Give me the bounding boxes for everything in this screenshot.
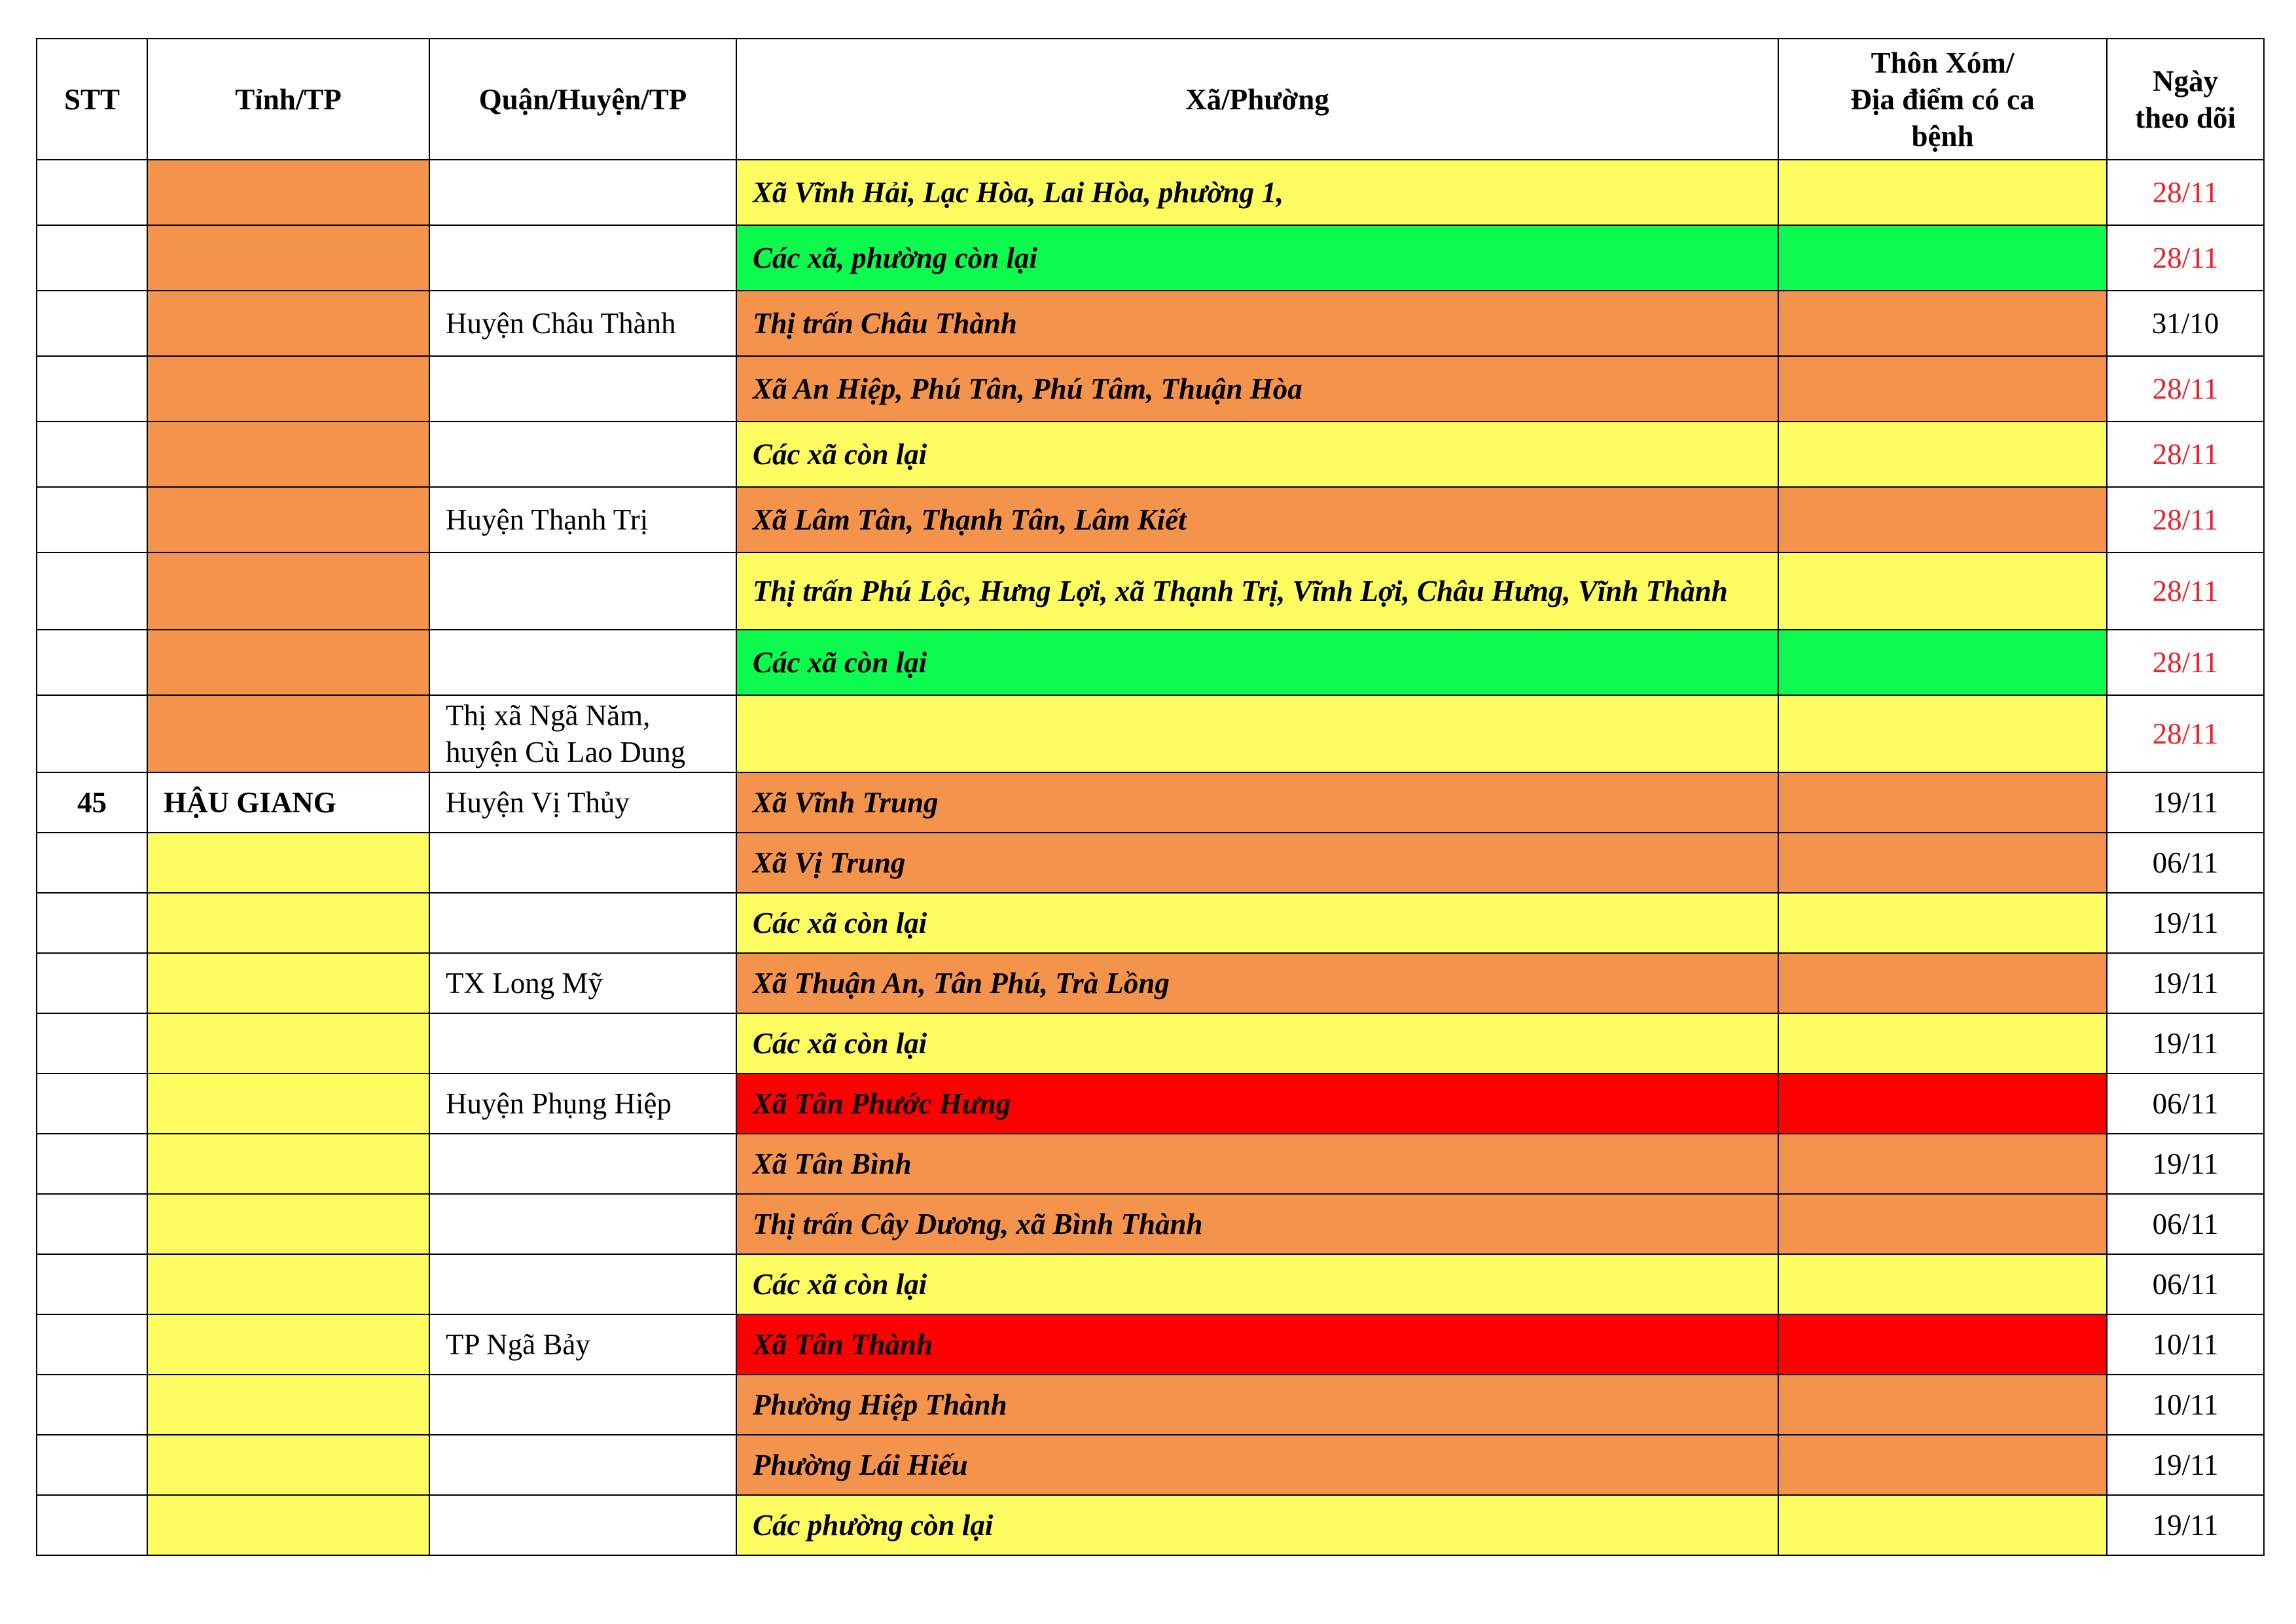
cell-ward: Các xã còn lại: [736, 893, 1778, 953]
cell-stt: [37, 160, 147, 225]
cell-date: 31/10: [2107, 291, 2264, 356]
table-row: [37, 1134, 2264, 1194]
cell-province: [147, 1013, 429, 1074]
cell-date: 19/11: [2107, 893, 2264, 953]
table-row: [37, 1194, 2264, 1254]
table-row: [37, 291, 2264, 356]
table-row: [37, 356, 2264, 422]
table-row: [37, 630, 2264, 695]
cell-stt: [37, 225, 147, 291]
cell-ward: Các xã còn lại: [736, 422, 1778, 487]
table-row: [37, 225, 2264, 291]
cell-date: 19/11: [2107, 953, 2264, 1013]
cell-ward: Phường Hiệp Thành: [736, 1375, 1778, 1435]
cell-hamlet: [1778, 893, 2107, 953]
cell-hamlet: [1778, 1435, 2107, 1495]
cell-stt: 45: [37, 772, 147, 833]
cell-stt: [37, 695, 147, 772]
cell-hamlet: [1778, 1495, 2107, 1555]
cell-date: 28/11: [2107, 552, 2264, 630]
cell-stt: [37, 1074, 147, 1134]
cell-province: [147, 487, 429, 552]
cell-ward: Xã Vị Trung: [736, 833, 1778, 893]
cell-hamlet: [1778, 1013, 2107, 1074]
cell-province: [147, 833, 429, 893]
cell-stt: [37, 1375, 147, 1435]
cell-date: 28/11: [2107, 160, 2264, 225]
table-row: [37, 1254, 2264, 1314]
cell-stt: [37, 833, 147, 893]
cell-stt: [37, 356, 147, 422]
cell-hamlet: [1778, 772, 2107, 833]
header-hamlet-line3: bệnh: [1911, 119, 1974, 153]
cell-date: 19/11: [2107, 1013, 2264, 1074]
cell-ward: Các xã còn lại: [736, 630, 1778, 695]
table-row: [37, 1435, 2264, 1495]
cell-ward: Xã An Hiệp, Phú Tân, Phú Tâm, Thuận Hòa: [736, 356, 1778, 422]
cell-date: 28/11: [2107, 695, 2264, 772]
header-date-line1: Ngày: [2153, 64, 2218, 98]
cell-date: 19/11: [2107, 772, 2264, 833]
cell-hamlet: [1778, 1314, 2107, 1375]
cell-district: [429, 1194, 736, 1254]
cell-ward: Thị trấn Châu Thành: [736, 291, 1778, 356]
header-province: Tỉnh/TP: [147, 39, 429, 160]
cell-hamlet: [1778, 833, 2107, 893]
cell-hamlet: [1778, 1194, 2107, 1254]
table-row: [37, 1375, 2264, 1435]
header-district: Quận/Huyện/TP: [429, 39, 736, 160]
cell-district: Huyện Vị Thủy: [429, 772, 736, 833]
cell-district: [429, 630, 736, 695]
cell-date: 28/11: [2107, 225, 2264, 291]
cell-province: [147, 160, 429, 225]
cell-province: [147, 953, 429, 1013]
cell-province: [147, 1194, 429, 1254]
table-row: [37, 695, 2264, 772]
cell-date: 28/11: [2107, 422, 2264, 487]
cell-district: [429, 1013, 736, 1074]
cell-ward: Phường Lái Hiếu: [736, 1435, 1778, 1495]
cell-hamlet: [1778, 225, 2107, 291]
cell-province: [147, 291, 429, 356]
cell-ward: Xã Tân Bình: [736, 1134, 1778, 1194]
cell-date: 06/11: [2107, 1194, 2264, 1254]
cell-hamlet: [1778, 356, 2107, 422]
cell-district: [429, 833, 736, 893]
cell-date: 06/11: [2107, 1254, 2264, 1314]
cell-hamlet: [1778, 1375, 2107, 1435]
table-row: [37, 1074, 2264, 1134]
cell-ward: Xã Lâm Tân, Thạnh Tân, Lâm Kiết: [736, 487, 1778, 552]
cell-hamlet: [1778, 552, 2107, 630]
cell-district: TX Long Mỹ: [429, 953, 736, 1013]
cell-stt: [37, 291, 147, 356]
cell-province: [147, 356, 429, 422]
cell-stt: [37, 1194, 147, 1254]
header-ward: Xã/Phường: [736, 39, 1778, 160]
cell-ward: Xã Vĩnh Hải, Lạc Hòa, Lai Hòa, phường 1,: [736, 160, 1778, 225]
cell-hamlet: [1778, 422, 2107, 487]
header-stt: STT: [37, 39, 147, 160]
cell-ward: Thị trấn Phú Lộc, Hưng Lợi, xã Thạnh Trị, Vĩnh Lợi, Châu Hưng, Vĩnh Thành: [736, 552, 1778, 630]
cell-hamlet: [1778, 1134, 2107, 1194]
cell-stt: [37, 422, 147, 487]
cell-hamlet: [1778, 1254, 2107, 1314]
cell-hamlet: [1778, 1074, 2107, 1134]
table-row: [37, 422, 2264, 487]
cell-date: 19/11: [2107, 1435, 2264, 1495]
cell-province: [147, 1495, 429, 1555]
cell-ward: Các xã còn lại: [736, 1254, 1778, 1314]
cell-district: TP Ngã Bảy: [429, 1314, 736, 1375]
cell-date: 10/11: [2107, 1375, 2264, 1435]
cell-hamlet: [1778, 160, 2107, 225]
cell-ward: Các xã, phường còn lại: [736, 225, 1778, 291]
cell-ward: Xã Vĩnh Trung: [736, 772, 1778, 833]
header-date-line2: theo dõi: [2135, 101, 2236, 134]
cell-province: [147, 1314, 429, 1375]
cell-district: [429, 160, 736, 225]
cell-ward: Xã Tân Phước Hưng: [736, 1074, 1778, 1134]
cell-ward: Xã Tân Thành: [736, 1314, 1778, 1375]
cell-district: [429, 225, 736, 291]
cell-district: [429, 1254, 736, 1314]
cell-stt: [37, 1013, 147, 1074]
cell-stt: [37, 630, 147, 695]
cell-ward: [736, 695, 1778, 772]
header-hamlet-line2: Địa điểm có ca: [1850, 82, 2035, 116]
cell-province: [147, 630, 429, 695]
cell-hamlet: [1778, 487, 2107, 552]
cell-district: [429, 552, 736, 630]
cell-date: 19/11: [2107, 1495, 2264, 1555]
cell-stt: [37, 953, 147, 1013]
cell-district: [429, 1375, 736, 1435]
table-row: [37, 160, 2264, 225]
covid-risk-level-table: [36, 38, 2265, 1556]
table-row: [37, 833, 2264, 893]
cell-district: Huyện Thạnh Trị: [429, 487, 736, 552]
cell-district: Huyện Châu Thành: [429, 291, 736, 356]
cell-date: 10/11: [2107, 1314, 2264, 1375]
cell-district: [429, 422, 736, 487]
cell-ward: Xã Thuận An, Tân Phú, Trà Lồng: [736, 953, 1778, 1013]
cell-stt: [37, 552, 147, 630]
cell-date: 28/11: [2107, 356, 2264, 422]
cell-district: [429, 1435, 736, 1495]
cell-stt: [37, 1134, 147, 1194]
cell-province: [147, 893, 429, 953]
cell-hamlet: [1778, 695, 2107, 772]
header-row: [37, 39, 2264, 160]
cell-province: [147, 225, 429, 291]
table-row: [37, 953, 2264, 1013]
cell-ward: Các phường còn lại: [736, 1495, 1778, 1555]
header-hamlet: [1778, 39, 2107, 160]
cell-stt: [37, 1314, 147, 1375]
table-row: [37, 487, 2264, 552]
cell-district: Thị xã Ngã Năm, huyện Cù Lao Dung: [429, 695, 736, 772]
cell-stt: [37, 1495, 147, 1555]
table-row: [37, 1314, 2264, 1375]
cell-ward: Các xã còn lại: [736, 1013, 1778, 1074]
cell-stt: [37, 1435, 147, 1495]
cell-province: [147, 422, 429, 487]
cell-province: [147, 1254, 429, 1314]
header-hamlet-line1: Thôn Xóm/: [1871, 46, 2015, 79]
cell-province: [147, 1134, 429, 1194]
cell-district: [429, 356, 736, 422]
cell-district: [429, 1495, 736, 1555]
cell-province: [147, 695, 429, 772]
cell-province: [147, 552, 429, 630]
cell-hamlet: [1778, 291, 2107, 356]
cell-stt: [37, 487, 147, 552]
table-row: [37, 1495, 2264, 1555]
table-row: [37, 772, 2264, 833]
cell-district: [429, 1134, 736, 1194]
cell-date: 28/11: [2107, 487, 2264, 552]
cell-stt: [37, 893, 147, 953]
header-date: [2107, 39, 2264, 160]
cell-district: Huyện Phụng Hiệp: [429, 1074, 736, 1134]
cell-province: [147, 1375, 429, 1435]
cell-province: [147, 1074, 429, 1134]
cell-hamlet: [1778, 953, 2107, 1013]
table-row: [37, 1013, 2264, 1074]
cell-province: [147, 1435, 429, 1495]
cell-hamlet: [1778, 630, 2107, 695]
cell-date: 06/11: [2107, 1074, 2264, 1134]
cell-date: 28/11: [2107, 630, 2264, 695]
table-row: [37, 893, 2264, 953]
cell-ward: Thị trấn Cây Dương, xã Bình Thành: [736, 1194, 1778, 1254]
cell-district: [429, 893, 736, 953]
cell-date: 06/11: [2107, 833, 2264, 893]
cell-stt: [37, 1254, 147, 1314]
table-row: [37, 552, 2264, 630]
cell-date: 19/11: [2107, 1134, 2264, 1194]
cell-province: HẬU GIANG: [147, 772, 429, 833]
